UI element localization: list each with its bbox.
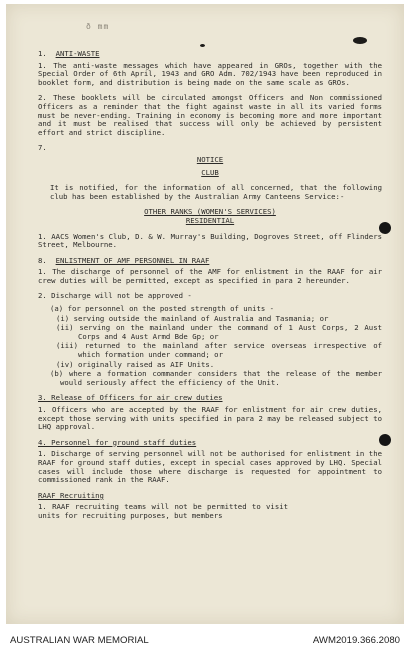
release-heading: 3. Release of Officers for air crew duties	[38, 393, 223, 403]
anti-waste-heading: ANTI-WASTE	[55, 49, 100, 58]
sub-item: (b) where a formation commander considers that the release of the member would seriously affect the efficiency of the Unit.	[50, 369, 382, 387]
section-number: 8.	[38, 255, 47, 265]
document-body	[38, 50, 382, 528]
sub-item: (a) for personnel on the posted strength of units -	[50, 304, 275, 314]
sub-item: (iii) returned to the mainland after service overseas irrespective of which formation under command; or	[56, 341, 382, 360]
ranks-heading: OTHER RANKS (WOMEN'S SERVICES)	[144, 207, 276, 217]
paragraph: It is notified, for the information of all concerned, that the following club has been established by the Australian Army Canteens Service:-	[50, 183, 382, 201]
paragraph: 1. RAAF recruiting teams will not be permitted to visit units for recruiting purposes, but members	[38, 502, 288, 520]
page-mark: ð mm	[86, 22, 110, 31]
sub-item: (i) serving outside the mainland of Australia and Tasmania; or	[56, 313, 329, 323]
recruiting-heading: RAAF Recruiting	[38, 490, 104, 500]
footer-institution: AUSTRALIAN WAR MEMORIAL	[10, 635, 149, 646]
club-title: CLUB	[201, 167, 219, 177]
enlistment-heading: ENLISTMENT OF AMF PERSONNEL IN RAAF	[55, 255, 210, 265]
ink-blot	[200, 44, 205, 47]
sub-item: (iv) originally raised as AIF Units.	[56, 359, 215, 369]
footer-accession-number: AWM2019.366.2080	[312, 635, 400, 646]
residential-heading: RESIDENTIAL	[185, 215, 235, 225]
notice-title: NOTICE	[196, 154, 224, 164]
ground-staff-heading: 4. Personnel for ground staff duties	[38, 437, 197, 447]
paragraph: 1. The discharge of personnel of the AMF for enlistment in the RAAF for air crew duties will be permitted, except as specified in para 2 hereunder.	[38, 267, 382, 285]
sub-item: (ii) serving on the mainland under the command of 1 Aust Corps, 2 Aust Corps and 4 Aust Armd Bde Gp; or	[56, 323, 382, 341]
paragraph: 2. These booklets will be circulated amongst Officers and Non commissioned Officers as a reminder that the fight against waste in all its varied forms must be never-ending. Training in economy is becoming more and more important and it must be realised that success will only be achieved by persistent effort and strict discipline.	[38, 93, 382, 137]
paragraph: 1. AACS Women's Club, D. & W. Murray's Building, Dogroves Street, off Flinders Street, Melbourne.	[38, 231, 382, 250]
section-number: 7.	[38, 143, 47, 153]
paragraph: 1. Discharge of serving personnel will not be authorised for enlistment in the RAAF for ground staff duties, except in special cases approved by LHQ. Special cases will include those where discharge is requested for appointment to commissioned rank in the RAAF.	[38, 449, 382, 485]
paragraph: 1. The anti-waste messages which have appeared in GROs, together with the Special Order of 6th April, 1943 and GRO Adm. 702/1943 have been reproduced in booklet form, and distribution is being made on the same scale as GROs.	[38, 60, 382, 87]
section-heading: 1. ANTI-WASTE	[38, 49, 100, 58]
paragraph: 2. Discharge will not be approved -	[38, 291, 192, 301]
paragraph: 1. Officers who are accepted by the RAAF for enlistment for air crew duties, except those serving with units specified in para 2 may be released subject to LHQ approval.	[38, 405, 382, 432]
footer	[0, 628, 410, 653]
ink-blot	[353, 37, 367, 44]
